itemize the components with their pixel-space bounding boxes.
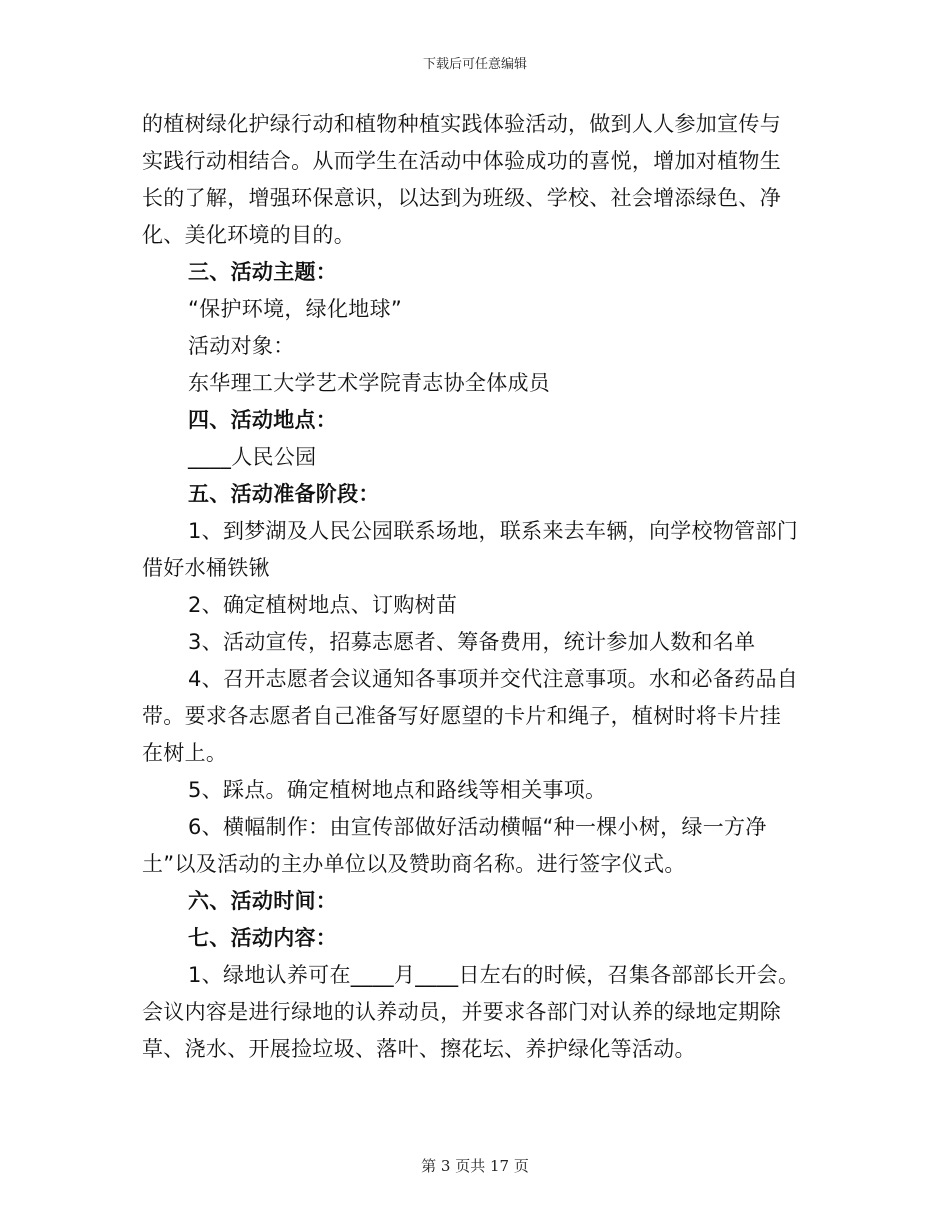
body-text-line: 草、浇水、开展捡垃圾、落叶、擦花坛、养护绿化等活动。	[142, 1037, 696, 1061]
section-heading: 五、活动准备阶段：	[188, 482, 380, 506]
body-text-line: “保护环境，绿化地球”	[188, 297, 403, 321]
body-text-line: 2、确定植树地点、订购树苗	[188, 593, 458, 617]
body-text-line: 6、横幅制作：由宣传部做好活动横幅“种一棵小树，绿一方净	[188, 815, 767, 839]
body-text-line: 化、美化环境的目的。	[142, 223, 355, 247]
section-heading: 三、活动主题：	[188, 260, 338, 284]
body-text-line: 会议内容是进行绿地的认养动员，并要求各部门对认养的绿地定期除	[142, 1000, 781, 1024]
body-text-line: 带。要求各志愿者自己准备写好愿望的卡片和绳子，植树时将卡片挂	[142, 704, 781, 728]
body-text-line: 东华理工大学艺术学院青志协全体成员	[188, 371, 551, 395]
body-text-line: ____人民公园	[188, 445, 317, 469]
page-header: 下载后可任意编辑	[422, 57, 527, 72]
section-heading: 七、活动内容：	[188, 926, 338, 950]
body-text-line: 1、绿地认养可在____月____日左右的时候，召集各部部长开会。	[188, 963, 800, 987]
body-text-line: 5、踩点。确定植树地点和路线等相关事项。	[188, 778, 607, 802]
page-number: 第 3 页共 17 页	[421, 1157, 529, 1175]
body-text-line: 3、活动宣传，招募志愿者、筹备费用，统计参加人数和名单	[188, 630, 756, 654]
section-heading: 四、活动地点：	[188, 408, 338, 432]
body-text-line: 在树上。	[142, 741, 228, 765]
body-text-line: 活动对象：	[188, 334, 295, 358]
body-text-line: 土”以及活动的主办单位以及赞助商名称。进行签字仪式。	[142, 852, 686, 876]
section-heading: 六、活动时间：	[188, 889, 338, 913]
body-text-line: 4、召开志愿者会议通知各事项并交代注意事项。水和必备药品自	[188, 667, 799, 691]
body-text-line: 的植树绿化护绿行动和植物种植实践体验活动，做到人人参加宣传与	[142, 112, 781, 136]
body-text-line: 实践行动相结合。从而学生在活动中体验成功的喜悦，增加对植物生	[142, 149, 781, 173]
body-text-line: 1、到梦湖及人民公园联系场地，联系来去车辆，向学校物管部门	[188, 519, 799, 543]
body-text-line: 长的了解，增强环保意识，以达到为班级、学校、社会增添绿色、净	[142, 186, 781, 210]
body-text-line: 借好水桶铁锹	[142, 556, 270, 580]
document-body	[142, 106, 810, 1068]
